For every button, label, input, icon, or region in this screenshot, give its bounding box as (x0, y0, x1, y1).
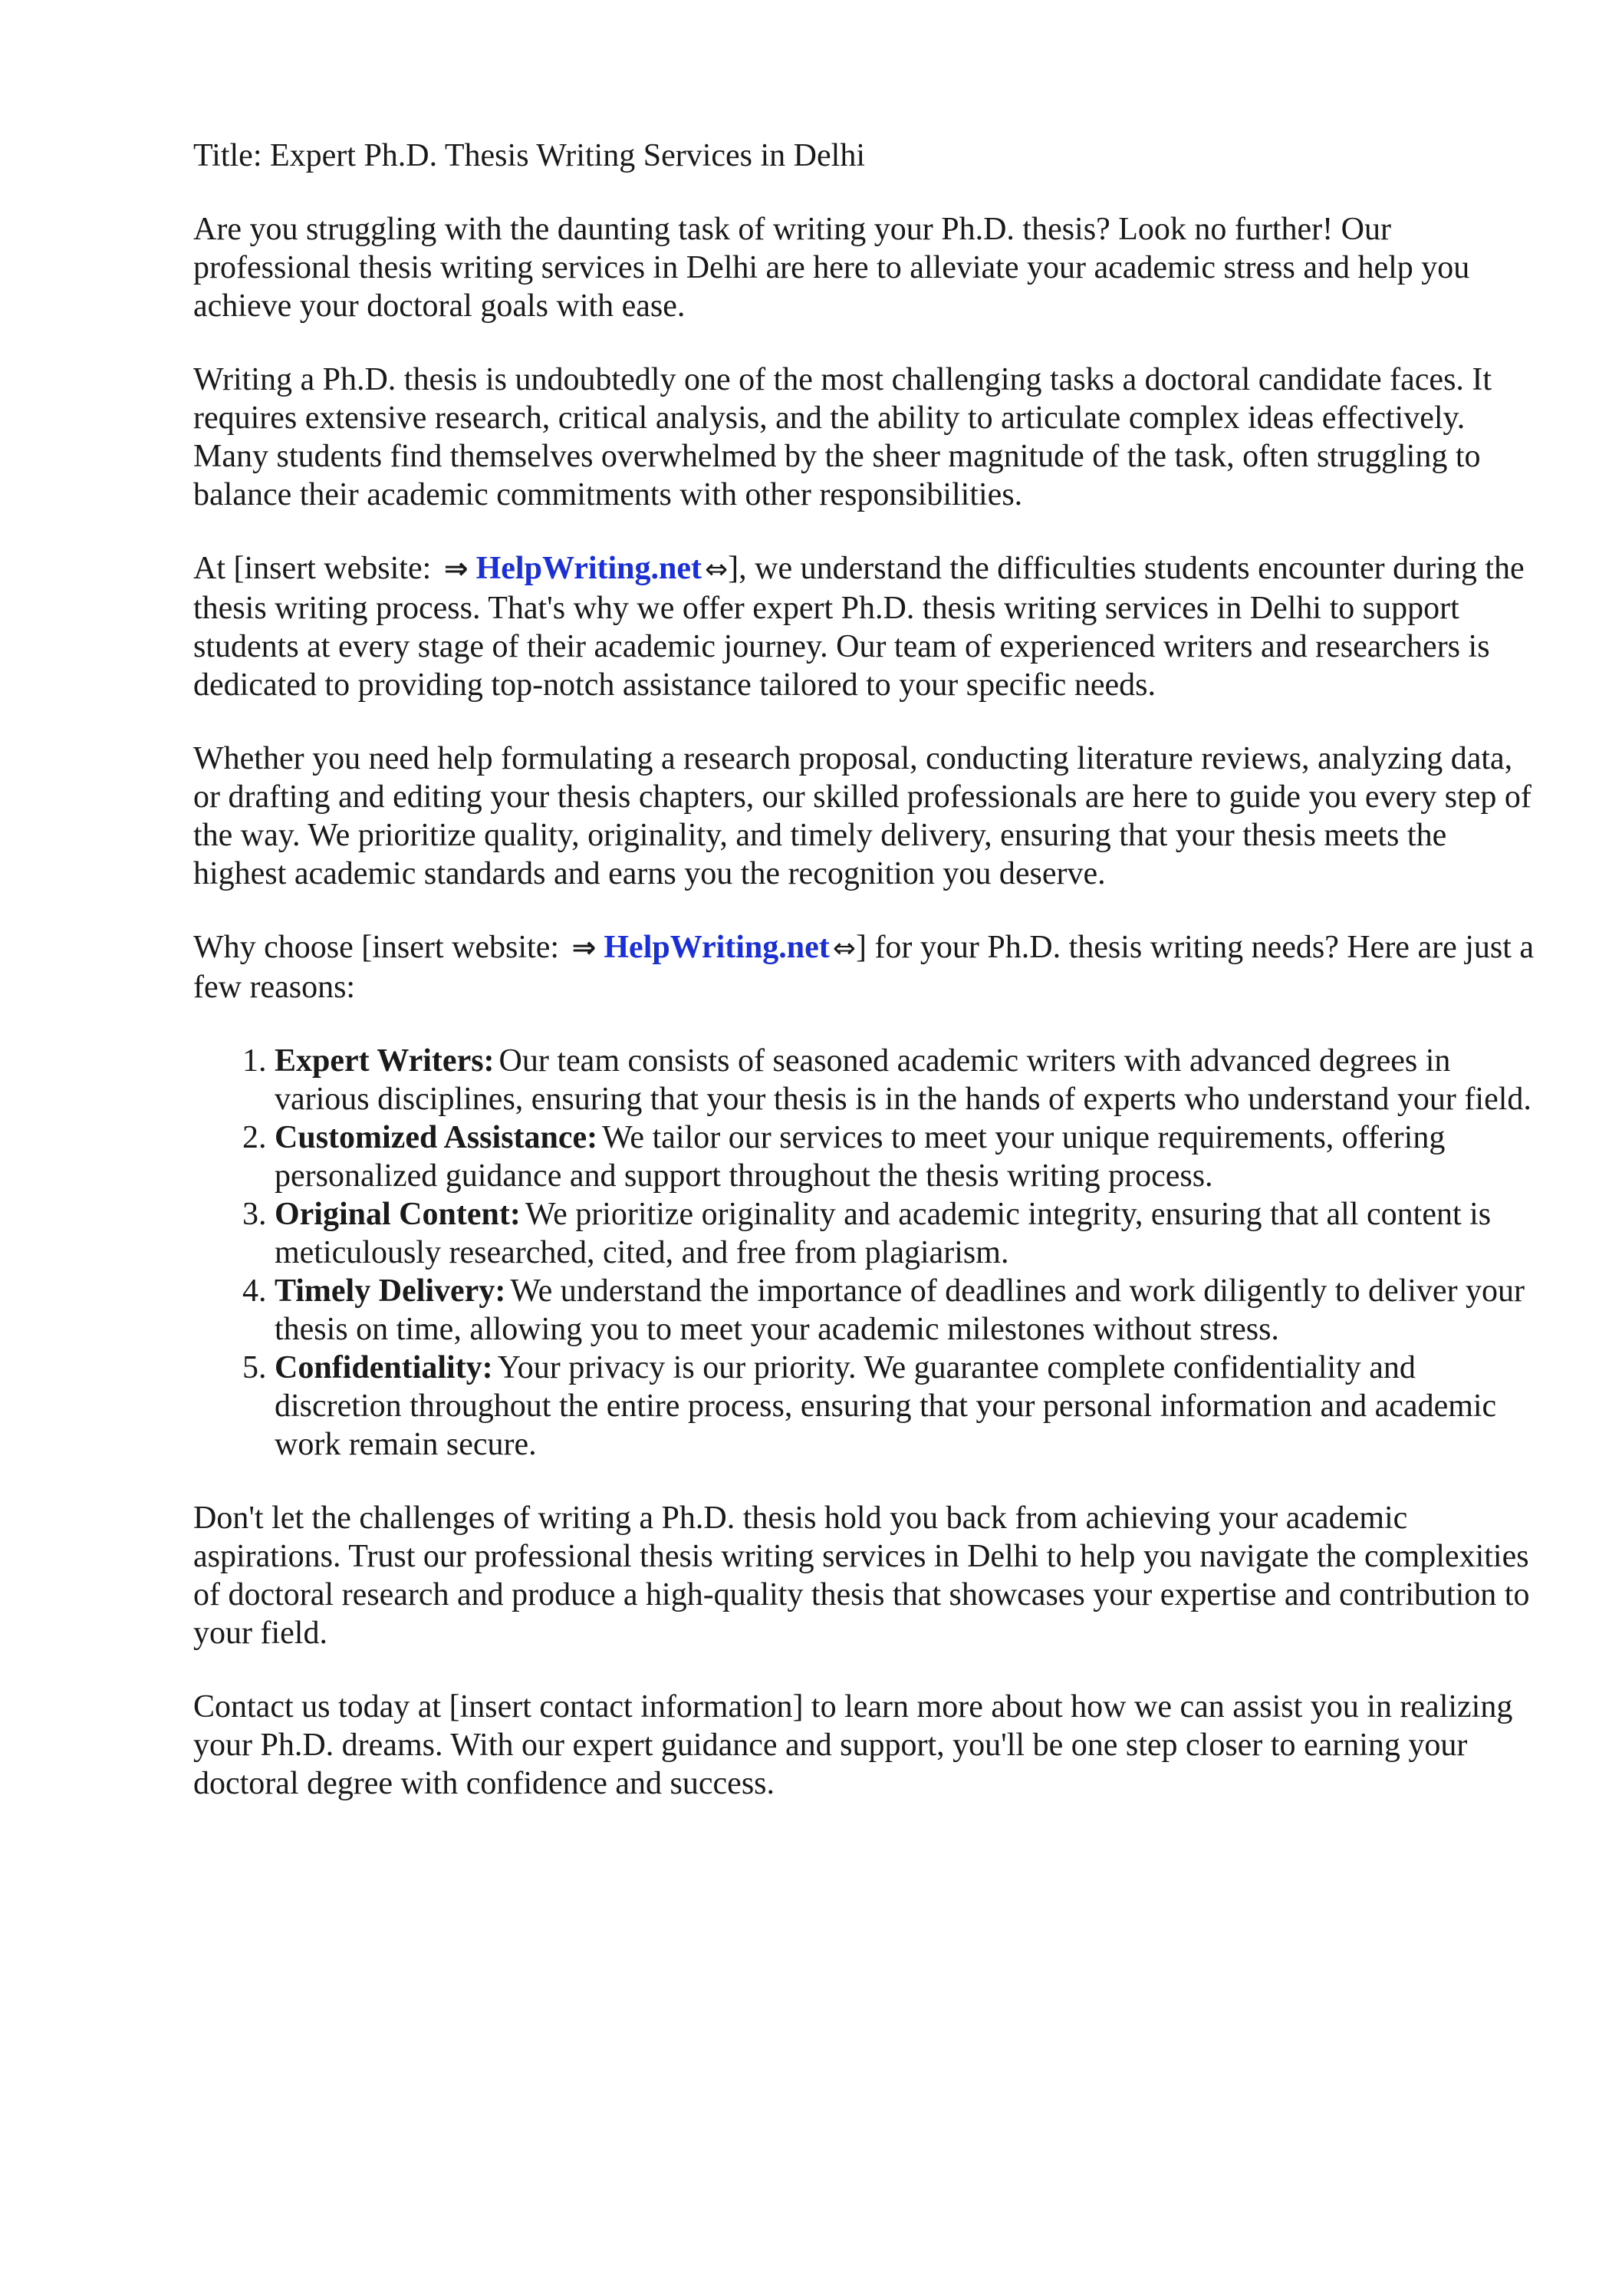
left-right-double-arrow-icon: ⇔ (832, 933, 856, 964)
list-item (275, 1195, 1535, 1272)
list-item (275, 1118, 1535, 1195)
whether-paragraph: Whether you need help formulating a research proposal, conducting literature reviews, analyzing data, or drafting and editing your thesis chapters, our skilled professionals are here to guide you every step of the way. We prioritize quality, originality, and timely delivery, ensuring that your thesis meets the highest academic standards and earns you the recognition you deserve. (193, 741, 1532, 891)
right-double-arrow-icon: ⇒ (571, 931, 597, 964)
reason-text: We tailor our services to meet your unique requirements, offering personalized guidance and support throughout the thesis writing process. (275, 1120, 1446, 1194)
reason-text: We prioritize originality and academic integrity, ensuring that all content is meticulously researched, cited, and free from plagiarism. (275, 1197, 1492, 1270)
reason-text: We understand the importance of deadlines and work diligently to deliver your thesis on time, allowing you to meet your academic milestones without stress. (275, 1273, 1525, 1347)
why-link-group (568, 930, 856, 965)
contact-paragraph: Contact us today at [insert contact information] to learn more about how we can assist you in realizing your Ph.D. dreams. With our expert guidance and support, you'll be one step closer to earning your doctoral degree with confidence and success. (193, 1689, 1513, 1801)
reason-term: Timely Delivery: (275, 1273, 506, 1309)
left-right-double-arrow-icon: ⇔ (705, 554, 729, 585)
document-title: Title: Expert Ph.D. Thesis Writing Services in Delhi (193, 138, 865, 173)
about-link-group (439, 551, 728, 586)
list-item (275, 1349, 1535, 1464)
about-text-after: ], we understand the difficulties students encounter during the thesis writing process. That's why we offer expert Ph.D. thesis writing services in Delhi to support students at every stage of their academic journey. Our team of experienced writers and researchers is dedicated to providing top-notch assistance tailored to your specific needs. (193, 551, 1525, 703)
list-item (275, 1042, 1535, 1118)
helpwriting-link[interactable]: HelpWriting.net (475, 551, 702, 586)
why-text-before: Why choose [insert website: (193, 930, 568, 965)
closing-paragraph: Don't let the challenges of writing a Ph.D. thesis hold you back from achieving your academic aspirations. Trust our professional thesis writing services in Delhi to help you navigate the complexities of doctoral research and produce a high-quality thesis that showcases your expertise and contribution to your field. (193, 1500, 1530, 1651)
reason-term: Expert Writers: (275, 1043, 495, 1079)
document-page (193, 137, 1535, 1838)
helpwriting-link[interactable]: HelpWriting.net (604, 930, 830, 965)
right-double-arrow-icon: ⇒ (443, 552, 469, 585)
about-text-before: At [insert website: (193, 551, 439, 586)
why-paragraph (193, 928, 1535, 1006)
about-paragraph (193, 549, 1535, 704)
reasons-list (193, 1042, 1535, 1464)
list-item (275, 1272, 1535, 1349)
reason-text: Your privacy is our priority. We guarantee complete confidentiality and discretion throughout the entire process, ensuring that your personal information and academic work remain secure. (275, 1350, 1497, 1462)
intro-paragraph: Are you struggling with the daunting task of writing your Ph.D. thesis? Look no further! Our professional thesis writing services in Delhi are here to alleviate your academic stress and help you achieve your doctoral goals with ease. (193, 212, 1470, 324)
challenge-paragraph: Writing a Ph.D. thesis is undoubtedly one of the most challenging tasks a doctoral candidate faces. It requires extensive research, critical analysis, and the ability to articulate complex ideas effectively. Many students find themselves overwhelmed by the sheer magnitude of the task, often struggling to balance their academic commitments with other responsibilities. (193, 362, 1492, 512)
reason-term: Customized Assistance: (275, 1120, 598, 1155)
reason-text: Our team consists of seasoned academic writers with advanced degrees in various disciplines, ensuring that your thesis is in the hands of experts who understand your field. (275, 1043, 1532, 1117)
reason-term: Original Content: (275, 1197, 521, 1232)
reason-term: Confidentiality: (275, 1350, 493, 1385)
why-text-after: ] for your Ph.D. thesis writing needs? Here are just a few reasons: (193, 930, 1535, 1005)
